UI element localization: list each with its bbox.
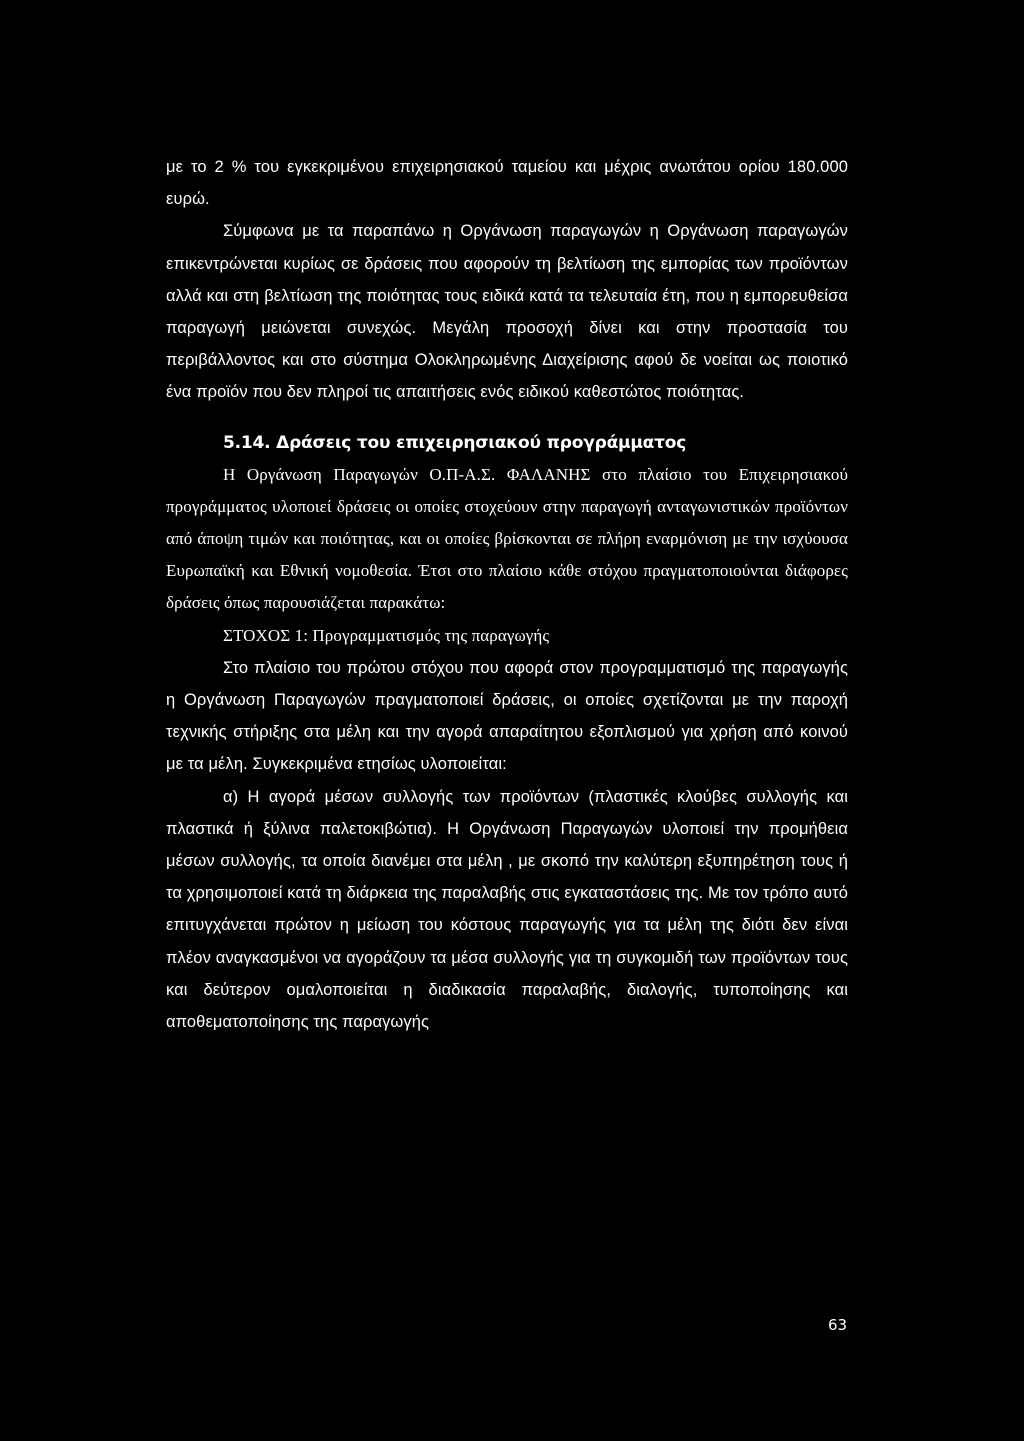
paragraph-operational-program: Η Οργάνωση Παραγωγών Ο.Π-Α.Σ. ΦΑΛΑΝΗΣ στο πλαίσιο του Επιχειρησιακού προγράμματος υλοποιεί δράσεις οι οποίες στοχεύουν στην παραγωγή ανταγωνιστικών προϊόντων από άποψη τιμών και ποιότητας, και οι οποίες βρίσκονται σε πλήρη εναρμόνιση με την ισχύουσα Ευρωπαϊκή και Εθνική νομοθεσία. Έτσι στο πλαίσιο κάθε στόχου πραγματοποιούνται διάφορες δράσεις όπως παρουσιάζεται παρακάτω:: [166, 464, 848, 613]
goal-title: ΣΤΟΧΟΣ 1: Προγραμματισμός της παραγωγής: [223, 625, 550, 645]
paragraph-producer-organization-focus: Σύμφωνα με τα παραπάνω η Οργάνωση παραγωγών η Οργάνωση παραγωγών επικεντρώνεται κυρίως σε δράσεις που αφορούν τη βελτίωση της εμπορίας των προϊόντων αλλά και στη βελτίωση της ποιότητας τους ειδικά κατά τα τελευταία έτη, που η εμπορευθείσα παραγωγή μειώνεται συνεχώς. Μεγάλη προσοχή δίνει και στην προστασία του περιβάλλοντος και στο σύστημα Ολοκληρωμένης Διαχείρισης αφού δε νοείται ως ποιοτικό ένα προϊόν που δεν πληροί τις απαιτήσεις ενός ειδικού καθεστώτος ποιότητας.: [166, 222, 848, 402]
page-number: 63: [828, 1316, 848, 1334]
paragraph-collection-means: α) Η αγορά μέσων συλλογής των προϊόντων (πλαστικές κλούβες συλλογής και πλαστικά ή ξύλινα παλετοκιβώτια). Η Οργάνωση Παραγωγών υλοποιεί την προμήθεια μέσων συλλογής, τα οποία διανέμει στα μέλη , με σκοπό την καλύτερη εξυπηρέτηση τους ή τα χρησιμοποιεί κατά τη διάρκεια της παραλαβής στις εγκαταστάσεις της. Με τον τρόπο αυτό επιτυγχάνεται πρώτον η μείωση του κόστους παραγωγής για τα μέλη της διότι δεν είναι πλέον αναγκασμένοι να αγοράζουν τα μέσα συλλογής για τη συγκομιδή των προϊόντων τους και δεύτερον ομαλοποιείται η διαδικασία παραλαβής, διαλογής, τυποποίησης και αποθεματοποίησης της παραγωγής: [166, 787, 848, 1032]
section-heading: 5.14. Δράσεις του επιχειρησιακού προγράμματος: [223, 432, 687, 453]
paragraph-continuation: με το 2 % του εγκεκριμένου επιχειρησιακού ταμείου και μέχρις ανωτάτου ορίου 180.000 ευρώ.: [166, 158, 848, 209]
page-content: [166, 151, 848, 1038]
paragraph-goal-1: Στο πλαίσιο του πρώτου στόχου που αφορά στον προγραμματισμό της παραγωγής η Οργάνωση Παραγωγών πραγματοποιεί δράσεις, οι οποίες σχετίζονται με την παροχή τεχνικής στήριξης στα μέλη και την αγορά απαραίτητου εξοπλισμού για χρήση από κοινού με τα μέλη. Συγκεκριμένα ετησίως υλοποιείται:: [166, 658, 848, 774]
